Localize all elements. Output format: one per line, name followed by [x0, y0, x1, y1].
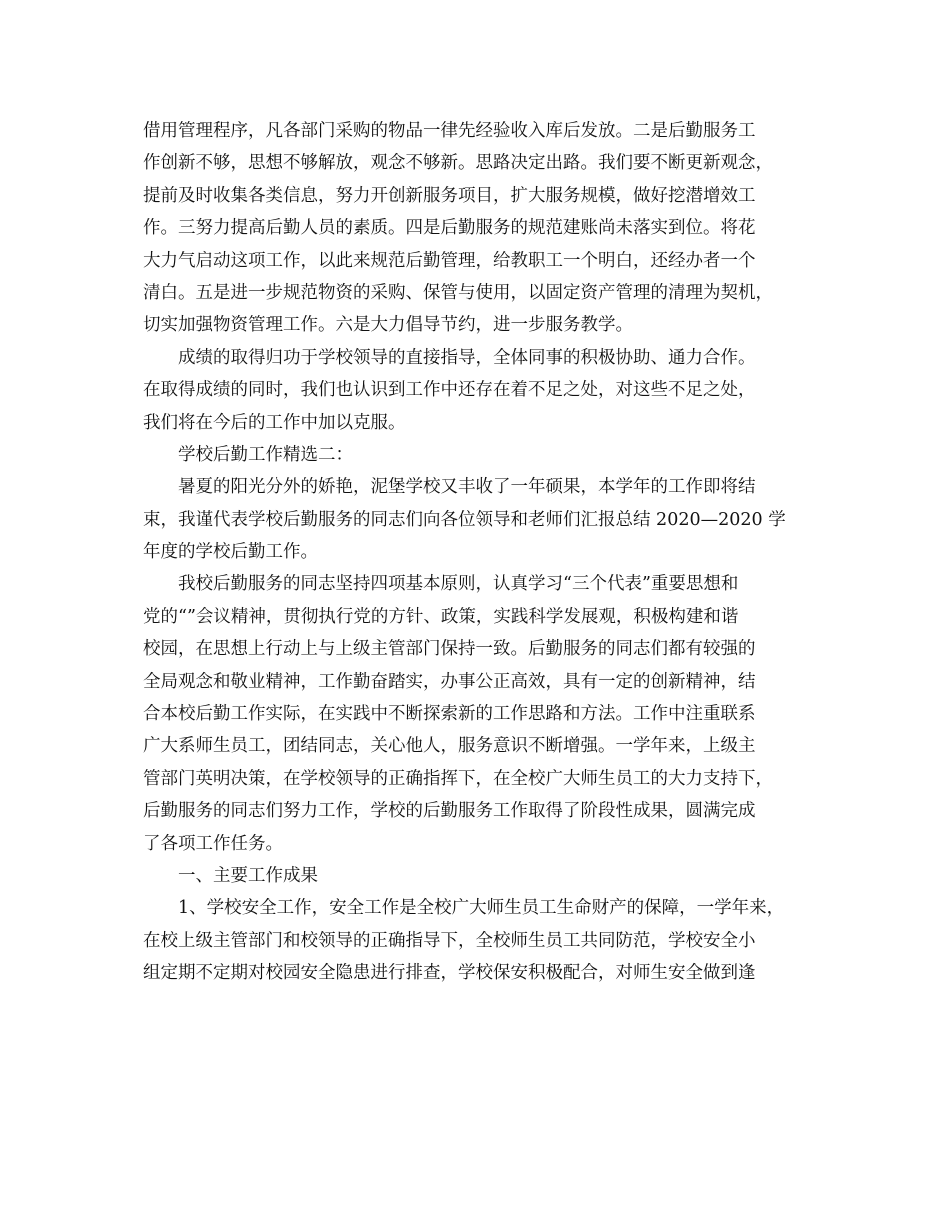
text-line: 了各项工作任务。 — [143, 833, 283, 854]
text-line: 大力气启动这项工作，以此来规范后勤管理，给教职工一个明白，还经办者一个 — [143, 250, 756, 271]
text-line: 党的“”会议精神，贯彻执行党的方针、政策，实践科学发展观，积极构建和谐 — [143, 606, 739, 627]
text-line: 学校后勤工作精选二： — [178, 444, 353, 465]
text-line: 束，我谨代表学校后勤服务的同志们向各位领导和老师们汇报总结 2020—2020 学 — [143, 509, 786, 530]
text-line: 一、主要工作成果 — [178, 865, 318, 886]
text-line: 作创新不够，思想不够解放，观念不够新。思路决定出路。我们要不断更新观念， — [143, 153, 773, 174]
text-line: 年度的学校后勤工作。 — [143, 542, 318, 563]
text-line: 清白。五是进一步规范物资的采购、保管与使用，以固定资产管理的清理为契机， — [143, 282, 773, 303]
text-line: 成绩的取得归功于学校领导的直接指导，全体同事的积极协助、通力合作。 — [178, 347, 756, 368]
text-line: 借用管理程序，凡各部门采购的物品一律先经验收入库后发放。二是后勤服务工 — [143, 121, 756, 141]
text-line: 后勤服务的同志们努力工作，学校的后勤服务工作取得了阶段性成果，圆满完成 — [143, 801, 756, 822]
text-line: 我校后勤服务的同志坚持四项基本原则，认真学习“三个代表”重要思想和 — [178, 574, 739, 595]
text-line: 我们将在今后的工作中加以克服。 — [143, 412, 406, 433]
text-line: 作。三努力提高后勤人员的素质。四是后勤服务的规范建账尚未落实到位。将花 — [143, 218, 756, 239]
text-line: 广大系师生员工，团结同志，关心他人，服务意识不断增强。一学年来，上级主 — [143, 736, 756, 757]
text-line: 提前及时收集各类信息，努力开创新服务项目，扩大服务规模，做好挖潜增效工 — [143, 185, 756, 206]
text-line: 组定期不定期对校园安全隐患进行排查，学校保安积极配合，对师生安全做到逢 — [143, 963, 756, 984]
text-line: 暑夏的阳光分外的娇艳，泥堡学校又丰收了一年硕果，本学年的工作即将结 — [178, 477, 756, 498]
text-line: 在取得成绩的同时，我们也认识到工作中还存在着不足之处，对这些不足之处， — [143, 380, 756, 401]
text-line: 在校上级主管部门和校领导的正确指导下，全校师生员工共同防范，学校安全小 — [143, 930, 756, 951]
text-line: 1、学校安全工作，安全工作是全校广大师生员工生命财产的保障，一学年来， — [178, 898, 785, 919]
text-line: 管部门英明决策，在学校领导的正确指挥下，在全校广大师生员工的大力支持下， — [143, 768, 773, 789]
text-line: 合本校后勤工作实际，在实践中不断探索新的工作思路和方法。工作中注重联系 — [143, 704, 756, 725]
text-line: 校园，在思想上行动上与上级主管部门保持一致。后勤服务的同志们都有较强的 — [143, 639, 756, 660]
document-body — [143, 115, 808, 990]
text-line: 全局观念和敬业精神，工作勤奋踏实，办事公正高效，具有一定的创新精神，结 — [143, 671, 756, 692]
text-line: 切实加强物资管理工作。六是大力倡导节约，进一步服务教学。 — [143, 315, 633, 336]
